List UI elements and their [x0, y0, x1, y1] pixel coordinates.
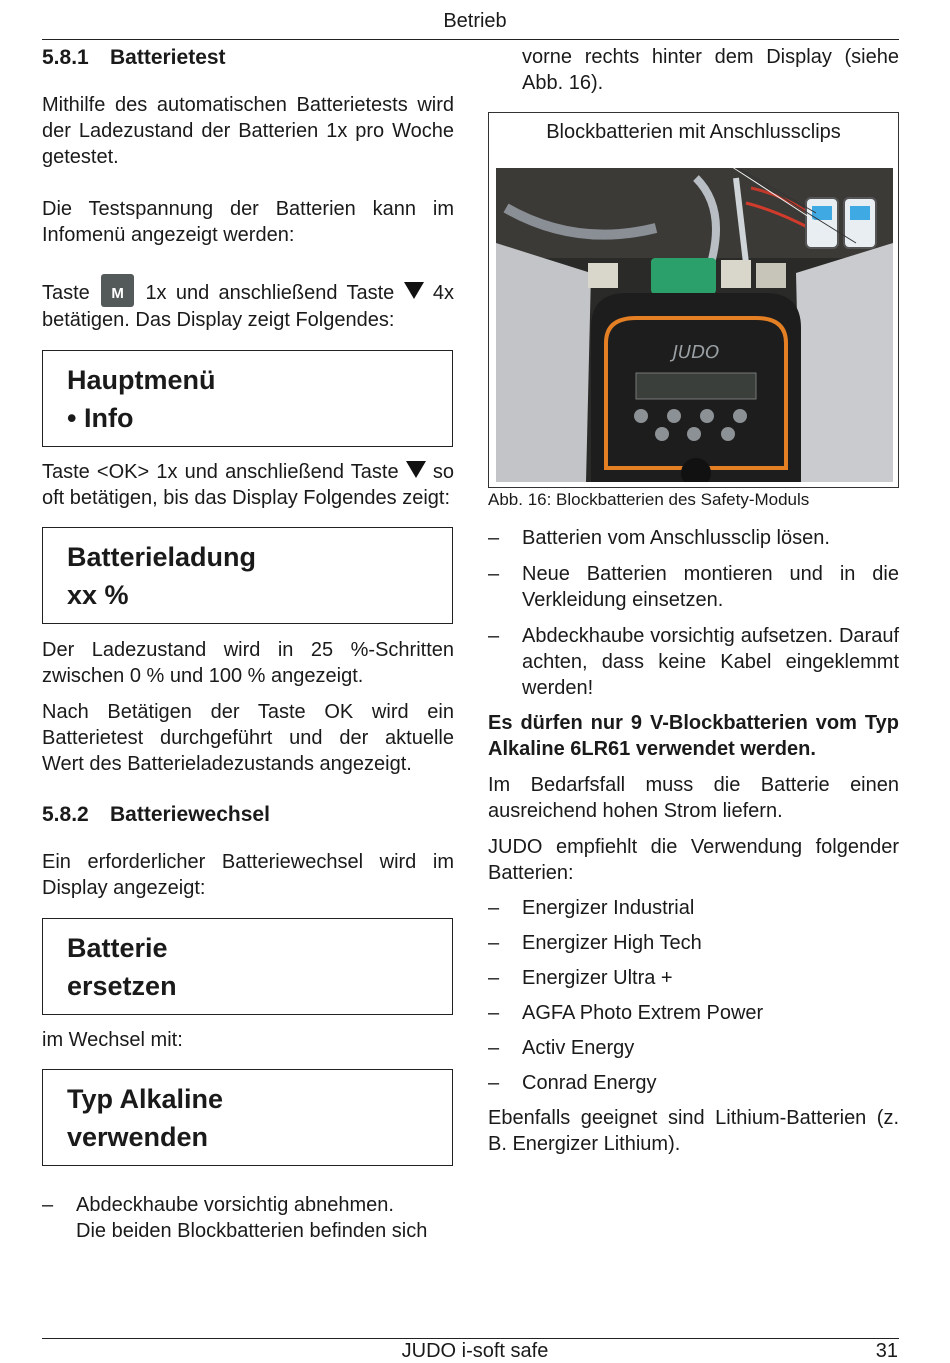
paragraph-batterietest-ok: Nach Betätigen der Taste OK wird ein Batterietest durchgeführt und der aktuelle Wert des Batterieladezustands angezeigt. [42, 701, 454, 775]
m-key-icon [101, 274, 134, 307]
footer-title: JUDO i-soft safe [401, 1340, 549, 1362]
display-line-2: xx % [67, 580, 129, 610]
list-item-battery [488, 1000, 899, 1026]
battery-photo [496, 168, 893, 482]
list-dash: – [488, 625, 500, 647]
paragraph-testspannung: Die Testspannung der Batterien kann im Infomenü angezeigt werden: [42, 198, 454, 246]
paragraph-intro: Mithilfe des automatischen Batterietests wird der Ladezustand der Batterien 1x pro Woche getestet. [42, 94, 454, 168]
display-box-typ-alkaline [42, 1069, 453, 1166]
list-dash: – [488, 527, 500, 549]
list-item-battery [488, 965, 899, 991]
figure-16 [488, 112, 899, 488]
list-line-1: Abdeckhaube vorsichtig abnehmen. [76, 1194, 394, 1216]
footer-rule [42, 1338, 899, 1339]
list-dash: – [488, 967, 500, 989]
right-column [488, 44, 899, 1157]
text-taste: Taste [42, 282, 90, 304]
figure-caption: Abb. 16: Blockbatterien des Safety-Moduls [488, 490, 810, 509]
display-line-1: Batterie [67, 933, 168, 963]
section-number: 5.8.2 [42, 803, 89, 826]
list-item-battery [488, 1070, 899, 1096]
arrow-down-key-icon [406, 461, 426, 478]
list-dash: – [488, 932, 500, 954]
paragraph-empfehlung: JUDO empfiehlt die Verwendung folgender Batterien: [488, 836, 899, 884]
list-dash: – [488, 897, 500, 919]
warning-text: Es dürfen nur 9 V-Blockbatterien vom Typ Alkaline 6LR61 verwendet werden. [488, 712, 899, 760]
paragraph-ladezustand: Der Ladezustand wird in 25 %-Schritten zwischen 0 % und 100 % angezeigt. [42, 639, 454, 687]
list-dash: – [42, 1194, 54, 1216]
arrow-down-key-icon [404, 282, 424, 299]
left-column [42, 44, 454, 1244]
list-dash: – [488, 563, 500, 585]
list-item-step-1 [488, 525, 899, 551]
list-item-text: Energizer High Tech [522, 932, 702, 954]
section-heading-batterietest [42, 44, 454, 72]
section-heading-batteriewechsel [42, 801, 454, 829]
paragraph-lithium: Ebenfalls geeignet sind Lithium-Batterien (z. B. Energizer Lithium). [488, 1107, 899, 1155]
list-item-text: vorne rechts hinter dem Display (siehe Abb. 16). [522, 46, 899, 94]
list-item-continuation [488, 44, 899, 96]
photo-brand-text: JUDO [672, 342, 720, 363]
display-line-1: Typ Alkaline [67, 1084, 224, 1114]
list-item-text: Energizer Industrial [522, 897, 695, 919]
text-ok-result: so oft betätigen, bis das Display Folgendes zeigt: [42, 461, 455, 509]
list-item-text: Conrad Energy [522, 1072, 657, 1094]
list-item-text: Neue Batterien montieren und in die Verkleidung einsetzen. [522, 563, 899, 611]
section-title: Batteriewechsel [110, 803, 270, 826]
display-line-1: Hauptmenü [67, 365, 216, 395]
paragraph-wechsel-display: Ein erforderlicher Batteriewechsel wird im Display angezeigt: [42, 851, 454, 899]
m-key-label: M [111, 285, 124, 302]
list-item-battery [488, 895, 899, 921]
list-item-abdeckhaube [42, 1192, 454, 1244]
display-line-2: verwenden [67, 1122, 209, 1152]
display-box-batterie-ersetzen [42, 918, 453, 1015]
text-ok-step: Taste <OK> 1x und anschließend Taste [42, 461, 399, 483]
paragraph-key-instruction [42, 274, 454, 333]
list-dash: – [488, 1002, 500, 1024]
list-dash: – [488, 1037, 500, 1059]
page-number: 31 [875, 1340, 898, 1362]
list-item-text [76, 1192, 454, 1244]
list-item-battery [488, 1035, 899, 1061]
paragraph-im-wechsel: im Wechsel mit: [42, 1029, 183, 1051]
text-key-result: 4x betätigen. Das Display zeigt Folgendes: [42, 282, 454, 331]
display-box-batterieladung [42, 527, 453, 624]
list-item-text: Abdeckhaube vorsichtig aufsetzen. Darauf achten, dass keine Kabel eingeklemmt werden! [522, 625, 899, 699]
list-item-step-2 [488, 561, 899, 613]
list-item-battery [488, 930, 899, 956]
display-box-hauptmenu [42, 350, 453, 447]
display-line-2: ersetzen [67, 971, 177, 1001]
section-number: 5.8.1 [42, 46, 89, 69]
list-item-text: Energizer Ultra + [522, 967, 673, 989]
figure-label: Blockbatterien mit Anschlussclips [546, 121, 841, 143]
list-line-2: Die beiden Blockbatterien befinden sich [76, 1220, 428, 1242]
paragraph-ok-instruction [42, 459, 454, 511]
section-title: Batterietest [110, 46, 226, 69]
display-line-1: Batterieladung [67, 542, 257, 572]
display-line-2: • Info [67, 403, 134, 433]
running-header: Betrieb [443, 10, 507, 32]
list-indent [488, 44, 522, 96]
list-item-text: Activ Energy [522, 1037, 635, 1059]
text-key-step: 1x und anschließend Taste [145, 282, 395, 304]
list-dash: – [488, 1072, 500, 1094]
list-item-text: AGFA Photo Extrem Power [522, 1002, 764, 1024]
paragraph-strom: Im Bedarfsfall muss die Batterie einen ausreichend hohen Strom liefern. [488, 774, 899, 822]
list-item-text: Batterien vom Anschlussclip lösen. [522, 527, 830, 549]
header-rule [42, 39, 899, 40]
list-item-step-3 [488, 623, 899, 701]
